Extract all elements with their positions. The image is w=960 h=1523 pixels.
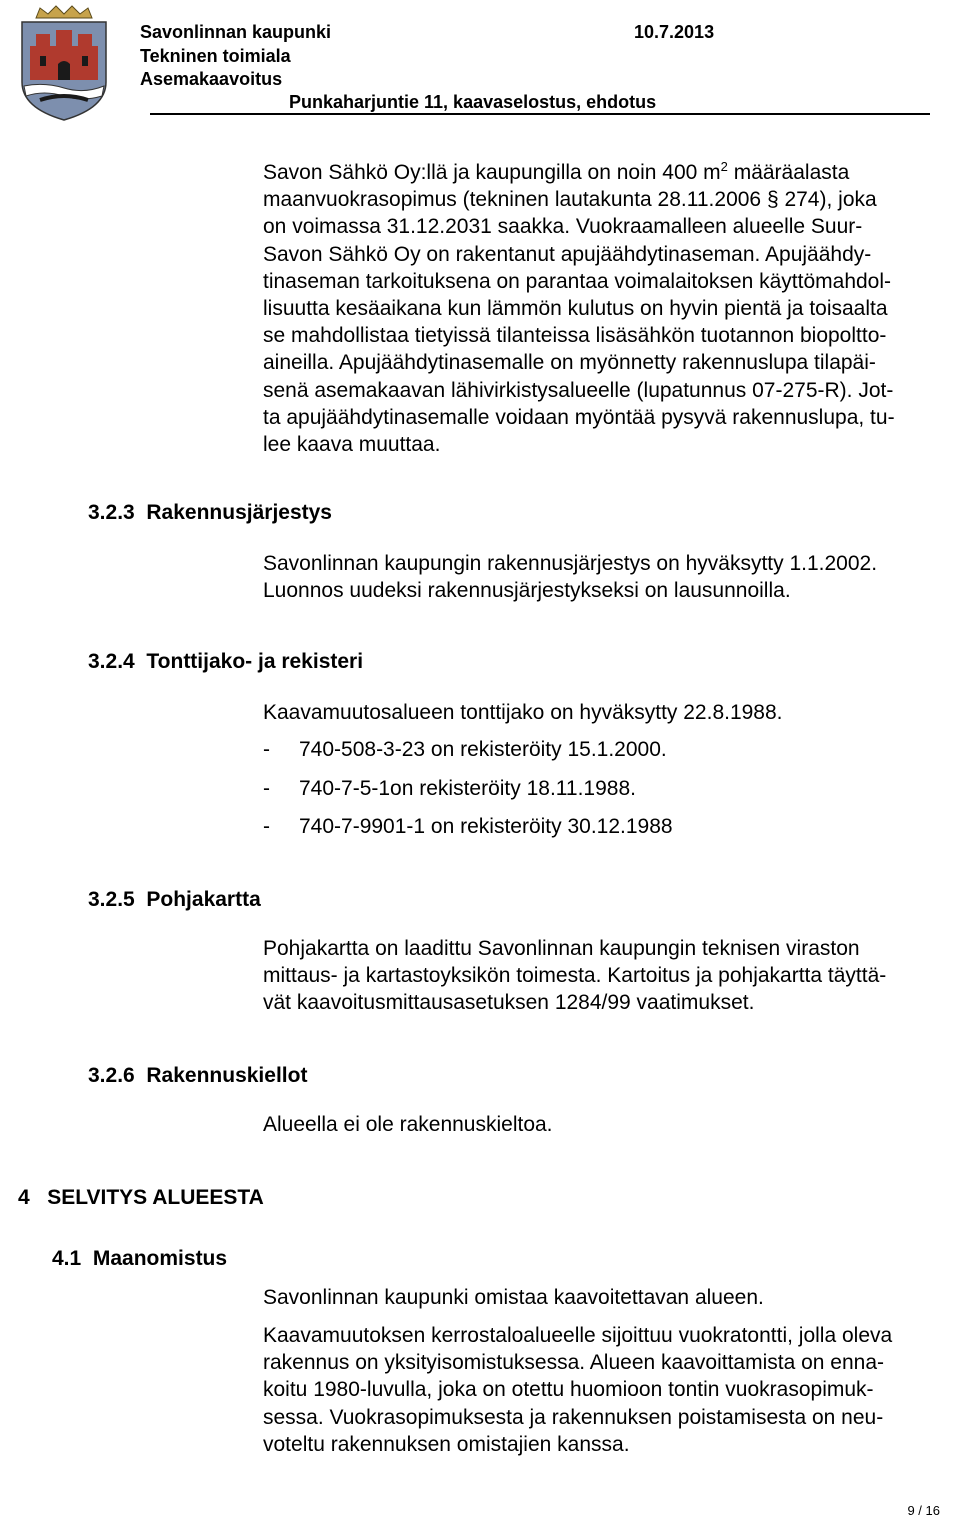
text-line: mittaus- ja kartastoyksikön toimesta. Kartoitus ja pohjakartta täyttä- xyxy=(263,964,887,988)
section-number: 3.2.5 xyxy=(88,888,135,911)
list-bullet: - xyxy=(263,738,270,761)
text-line: Luonnos uudeksi rakennusjärjestykseksi on lausunnoilla. xyxy=(263,579,791,603)
list-item: - 740-7-5-1on rekisteröity 18.11.1988. xyxy=(263,775,636,802)
header-date: 10.7.2013 xyxy=(634,22,715,42)
section-title: Maanomistus xyxy=(92,1247,228,1270)
text-line: rakennus on yksityisomistuksessa. Alueen kaavoittamista on enna- xyxy=(263,1351,884,1375)
section-heading-3-2-5 xyxy=(88,886,261,913)
header-organization: Savonlinnan kaupunki xyxy=(140,22,332,42)
header-department: Tekninen toimiala xyxy=(140,46,291,66)
section-4-1-para1: Savonlinnan kaupunki omistaa kaavoitettavan alueen. xyxy=(263,1286,764,1309)
list-bullet: - xyxy=(263,777,270,800)
section-title: Rakennusjärjestys xyxy=(146,501,332,524)
text-line: sessa. Vuokrasopimuksesta ja rakennuksen poistamisesta on neu- xyxy=(263,1405,884,1429)
header-divider xyxy=(150,113,930,115)
text-line: se mahdollistaa tietyissä tilanteissa lisäsähkön tuotannon biopoltto- xyxy=(263,324,887,348)
text-line: on voimassa 31.12.2031 saakka. Vuokraamalleen alueelle Suur- xyxy=(263,215,863,239)
list-item: - 740-7-9901-1 on rekisteröity 30.12.1988 xyxy=(263,813,673,840)
section-title: Pohjakartta xyxy=(146,888,261,911)
header-unit: Asemakaavoitus xyxy=(140,69,283,89)
section-title: Rakennuskiellot xyxy=(146,1064,308,1087)
text-line: aineilla. Apujäähdytinasemalle on myönnetty rakennuslupa tilapäi- xyxy=(263,351,876,375)
section-4-1-para2 xyxy=(263,1322,953,1458)
section-3-2-3-text xyxy=(263,550,953,604)
text-line: vät kaavoitusmittausasetuksen 1284/99 vaatimukset. xyxy=(263,991,755,1015)
text-line: lisuutta kesäaikana kun lämmön kulutus on hyvin pientä ja toisaalta xyxy=(263,297,888,321)
section-heading-4-1 xyxy=(52,1245,227,1272)
section-title: Tonttijako- ja rekisteri xyxy=(146,650,364,673)
list-item: - 740-508-3-23 on rekisteröity 15.1.2000. xyxy=(263,736,667,763)
section-heading-3-2-4 xyxy=(88,648,363,675)
section-title: SELVITYS ALUEESTA xyxy=(47,1186,264,1209)
section-3-2-6-text xyxy=(263,1111,953,1138)
section-number: 4.1 xyxy=(52,1247,82,1270)
text-line: tinaseman tarkoituksena on parantaa voimalaitoksen käyttömahdol- xyxy=(263,269,892,293)
text-line: maanvuokrasopimus (tekninen lautakunta 28.11.2006 § 274), joka xyxy=(263,188,877,212)
header-document-title: Punkaharjuntie 11, kaavaselostus, ehdotus xyxy=(289,92,657,112)
section-3-2-4-intro: Kaavamuutosalueen tonttijako on hyväksytty 22.8.1988. xyxy=(263,701,783,724)
text-line: ta apujäähdytinasemalle voidaan myöntää pysyvä rakennuslupa, tu- xyxy=(263,405,895,429)
city-crest-logo xyxy=(10,4,118,124)
text-line: Alueella ei ole rakennuskieltoa. xyxy=(263,1113,553,1136)
intro-paragraph xyxy=(263,159,953,458)
text-line: Kaavamuutoksen kerrostaloalueelle sijoittuu vuokratontti, jolla oleva xyxy=(263,1324,893,1347)
section-number: 3.2.6 xyxy=(88,1064,135,1087)
text-line: Savon Sähkö Oy:llä ja kaupungilla on noin 400 $m^2$ määräalasta xyxy=(263,159,850,184)
section-number: 3.2.3 xyxy=(88,501,135,524)
text-line: senä asemakaavan lähivirkistysalueelle (lupatunnus 07-275-R). Jot- xyxy=(263,378,894,402)
section-number: 3.2.4 xyxy=(88,650,135,673)
section-number: 4 xyxy=(18,1186,30,1209)
text-line: lee kaava muuttaa. xyxy=(263,433,441,457)
text-line: voteltu rakennuksen omistajien kanssa. xyxy=(263,1432,630,1456)
text-line: Pohjakartta on laadittu Savonlinnan kaupungin teknisen viraston xyxy=(263,937,860,960)
text-line: Savon Sähkö Oy on rakentanut apujäähdytinaseman. Apujäähdy- xyxy=(263,242,872,266)
section-heading-3-2-6 xyxy=(88,1062,307,1089)
section-heading-4 xyxy=(18,1184,264,1211)
text-line: koitu 1980-luvulla, joka on otettu huomioon tontin vuokrasopimuk- xyxy=(263,1378,874,1402)
page-number: 9 / 16 xyxy=(907,1503,940,1518)
section-3-2-5-text xyxy=(263,935,953,1017)
list-bullet: - xyxy=(263,815,270,838)
section-heading-3-2-3 xyxy=(88,499,332,526)
text-line: Savonlinnan kaupungin rakennusjärjestys on hyväksytty 1.1.2002. xyxy=(263,552,878,575)
